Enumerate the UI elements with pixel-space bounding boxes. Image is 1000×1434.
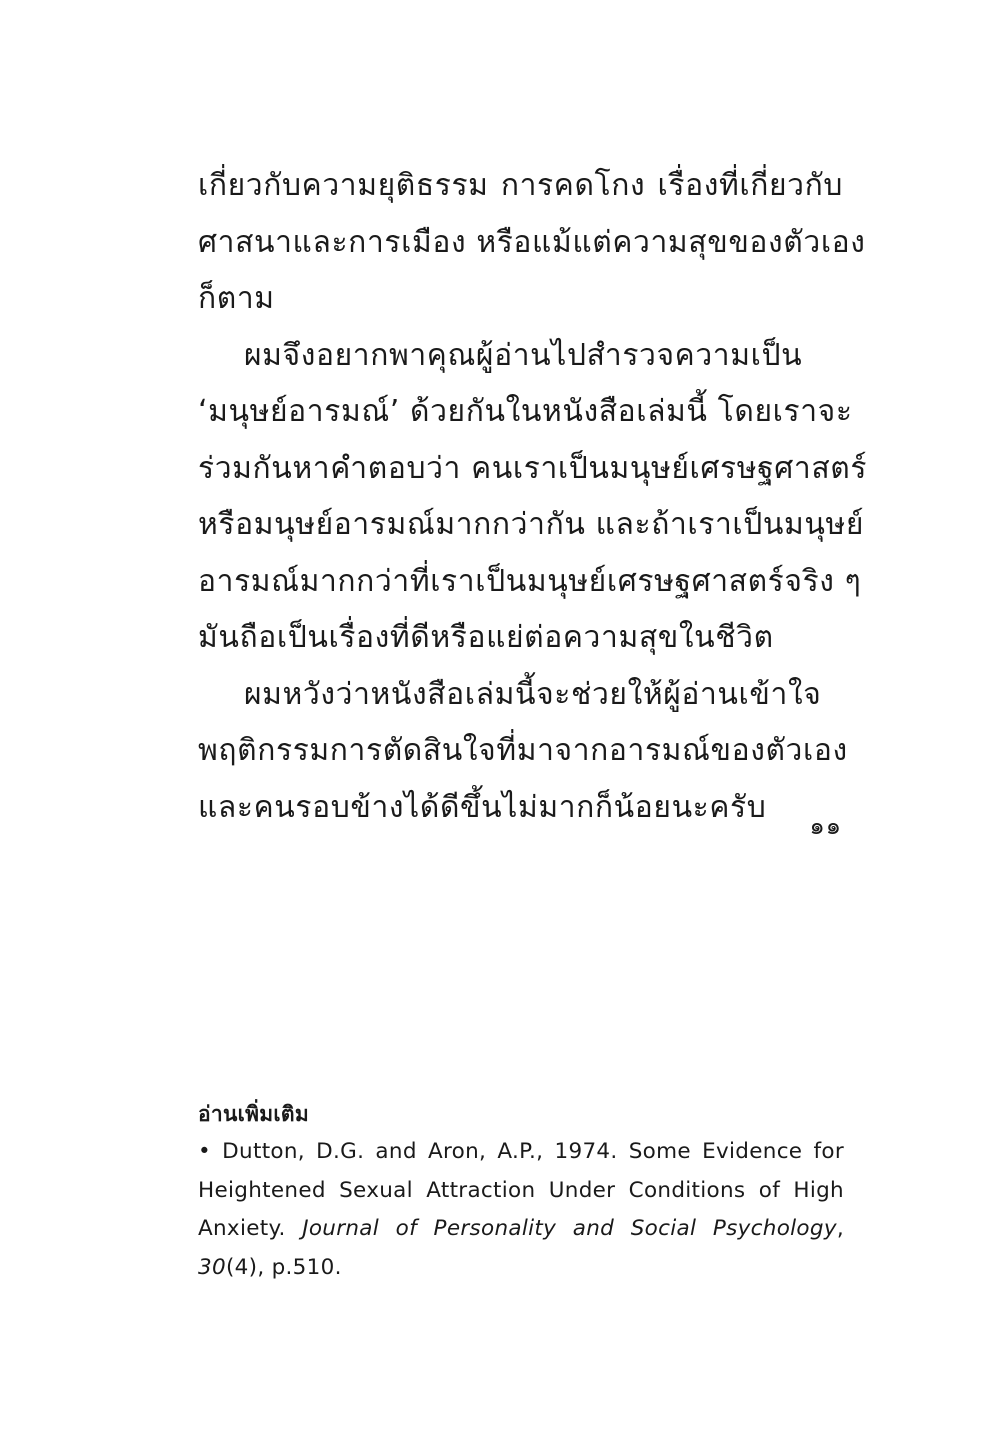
body-line-8: อารมณ์มากกว่าที่เราเป็นมนุษย์เศรษฐศาสตร์จริง ๆ	[198, 563, 862, 599]
body-line-7: หรือมนุษย์อารมณ์มากกว่ากัน และถ้าเราเป็นมนุษย์	[198, 507, 865, 542]
journal-volume: 30	[198, 1254, 226, 1280]
reference-line-2: Heightened Sexual Attraction Under Conditions of High	[198, 1177, 844, 1203]
body-text	[198, 158, 868, 836]
journal-title: Journal of Personality and Social Psychology	[302, 1216, 837, 1241]
page-number: ๑๑	[809, 812, 842, 840]
further-reading-section	[198, 1095, 844, 1287]
further-reading-heading: อ่านเพิ่มเติม	[198, 1102, 309, 1126]
body-line-3: ก็ตาม	[198, 281, 275, 316]
body-line-2: ศาสนาและการเมือง หรือแม้แต่ความสุขของตัวเอง	[198, 224, 866, 260]
body-line-9: มันถือเป็นเรื่องที่ดีหรือแย่ต่อความสุขในชีวิต	[198, 620, 774, 655]
body-line-11: พฤติกรรมการตัดสินใจที่มาจากอารมณ์ของตัวเอง	[198, 733, 848, 768]
reference-line-1: • Dutton, D.G. and Aron, A.P., 1974. Some Evidence for	[198, 1139, 844, 1164]
reference-line-3	[198, 1210, 844, 1249]
body-line-5: ‘มนุษย์อารมณ์’ ด้วยกันในหนังสือเล่มนี้ โดยเราจะ	[198, 394, 853, 429]
reference-line-4	[198, 1249, 844, 1288]
body-line-12: และคนรอบข้างได้ดีขึ้นไม่มากก็น้อยนะครับ	[198, 789, 767, 825]
body-line-4: ผมจึงอยากพาคุณผู้อ่านไปสำรวจความเป็น	[244, 337, 803, 373]
body-line-6: ร่วมกันหาคำตอบว่า คนเราเป็นมนุษย์เศรษฐศาสตร์	[198, 450, 868, 486]
reference-comma: ,	[836, 1216, 844, 1241]
reference-issue-pages: (4), p.510.	[225, 1254, 342, 1280]
reference-anxiety-text: Anxiety.	[198, 1216, 303, 1241]
body-line-1: เกี่ยวกับความยุติธรรม การคดโกง เรื่องที่เกี่ยวกับ	[198, 168, 843, 203]
reference-entry	[198, 1133, 844, 1287]
body-line-10: ผมหวังว่าหนังสือเล่มนี้จะช่วยให้ผู้อ่านเข้าใจ	[244, 676, 822, 712]
